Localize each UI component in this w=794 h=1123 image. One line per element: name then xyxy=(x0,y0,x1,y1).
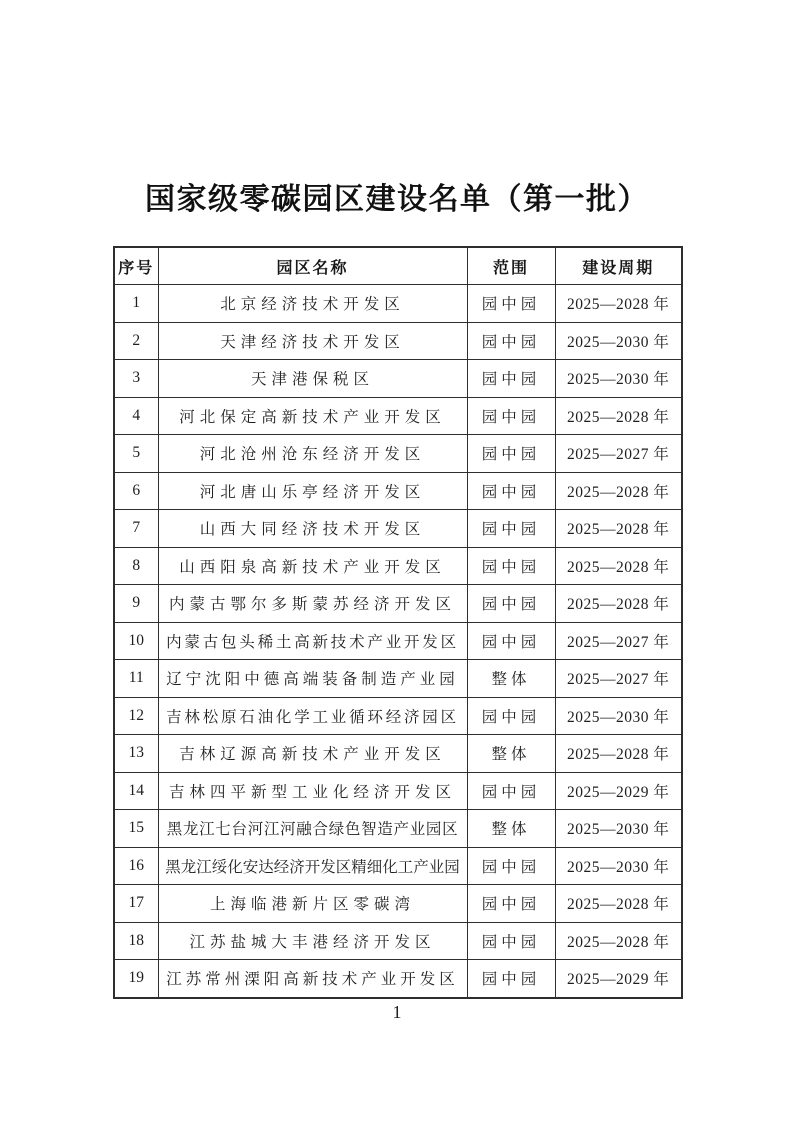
col-header-park-name: 园区名称 xyxy=(158,247,467,285)
scope: 园中园 xyxy=(467,697,555,735)
page-number: 1 xyxy=(392,1002,402,1022)
row-index: 10 xyxy=(114,622,158,660)
scope: 园中园 xyxy=(467,360,555,398)
park-name: 内蒙古包头稀土高新技术产业开发区 xyxy=(158,622,467,660)
park-name: 山西大同经济技术开发区 xyxy=(158,510,467,548)
scope: 园中园 xyxy=(467,585,555,623)
col-header-scope: 范围 xyxy=(467,247,555,285)
row-index: 4 xyxy=(114,397,158,435)
row-index: 7 xyxy=(114,510,158,548)
construction-period: 2025—2030 年 xyxy=(555,360,682,398)
row-index: 5 xyxy=(114,435,158,473)
parks-table xyxy=(113,246,683,999)
construction-period: 2025—2028 年 xyxy=(555,547,682,585)
park-name: 黑龙江绥化安达经济开发区精细化工产业园 xyxy=(158,847,467,885)
construction-period: 2025—2028 年 xyxy=(555,397,682,435)
page-title: 国家级零碳园区建设名单（第一批） xyxy=(145,183,649,216)
construction-period: 2025—2027 年 xyxy=(555,660,682,698)
park-name: 内蒙古鄂尔多斯蒙苏经济开发区 xyxy=(158,585,467,623)
row-index: 8 xyxy=(114,547,158,585)
row-index: 6 xyxy=(114,472,158,510)
park-name: 上海临港新片区零碳湾 xyxy=(158,885,467,923)
table-row xyxy=(114,585,682,623)
construction-period: 2025—2028 年 xyxy=(555,885,682,923)
construction-period: 2025—2028 年 xyxy=(555,735,682,773)
park-name: 吉林松原石油化学工业循环经济园区 xyxy=(158,697,467,735)
table-row xyxy=(114,885,682,923)
park-name: 河北唐山乐亭经济开发区 xyxy=(158,472,467,510)
construction-period: 2025—2029 年 xyxy=(555,960,682,998)
scope: 整体 xyxy=(467,660,555,698)
table-row xyxy=(114,697,682,735)
construction-period: 2025—2030 年 xyxy=(555,847,682,885)
table-row xyxy=(114,960,682,998)
row-index: 11 xyxy=(114,660,158,698)
table-row xyxy=(114,472,682,510)
park-name: 河北沧州沧东经济开发区 xyxy=(158,435,467,473)
construction-period: 2025—2028 年 xyxy=(555,472,682,510)
row-index: 15 xyxy=(114,810,158,848)
construction-period: 2025—2027 年 xyxy=(555,622,682,660)
table-row xyxy=(114,285,682,323)
construction-period: 2025—2028 年 xyxy=(555,285,682,323)
park-name: 江苏盐城大丰港经济开发区 xyxy=(158,922,467,960)
table-row xyxy=(114,360,682,398)
scope: 园中园 xyxy=(467,547,555,585)
park-name: 黑龙江七台河江河融合绿色智造产业园区 xyxy=(158,810,467,848)
scope: 园中园 xyxy=(467,472,555,510)
scope: 园中园 xyxy=(467,960,555,998)
scope: 园中园 xyxy=(467,285,555,323)
table-row xyxy=(114,735,682,773)
row-index: 17 xyxy=(114,885,158,923)
scope: 园中园 xyxy=(467,322,555,360)
table-row xyxy=(114,922,682,960)
construction-period: 2025—2030 年 xyxy=(555,322,682,360)
park-name: 天津经济技术开发区 xyxy=(158,322,467,360)
construction-period: 2025—2027 年 xyxy=(555,435,682,473)
row-index: 16 xyxy=(114,847,158,885)
construction-period: 2025—2028 年 xyxy=(555,922,682,960)
table-row xyxy=(114,772,682,810)
park-name: 山西阳泉高新技术产业开发区 xyxy=(158,547,467,585)
table-row xyxy=(114,660,682,698)
table-row xyxy=(114,547,682,585)
scope: 园中园 xyxy=(467,435,555,473)
table-row xyxy=(114,847,682,885)
scope: 园中园 xyxy=(467,622,555,660)
park-name: 吉林四平新型工业化经济开发区 xyxy=(158,772,467,810)
construction-period: 2025—2030 年 xyxy=(555,810,682,848)
scope: 园中园 xyxy=(467,397,555,435)
row-index: 13 xyxy=(114,735,158,773)
scope: 园中园 xyxy=(467,922,555,960)
scope: 园中园 xyxy=(467,772,555,810)
construction-period: 2025—2029 年 xyxy=(555,772,682,810)
table-row xyxy=(114,322,682,360)
scope: 园中园 xyxy=(467,510,555,548)
table-row xyxy=(114,397,682,435)
table-body xyxy=(114,285,682,998)
scope: 整体 xyxy=(467,735,555,773)
table-row xyxy=(114,622,682,660)
scope: 整体 xyxy=(467,810,555,848)
construction-period: 2025—2030 年 xyxy=(555,697,682,735)
park-name: 辽宁沈阳中德高端装备制造产业园 xyxy=(158,660,467,698)
park-name: 北京经济技术开发区 xyxy=(158,285,467,323)
park-name: 河北保定高新技术产业开发区 xyxy=(158,397,467,435)
row-index: 1 xyxy=(114,285,158,323)
table-row xyxy=(114,510,682,548)
park-name: 吉林辽源高新技术产业开发区 xyxy=(158,735,467,773)
park-name: 天津港保税区 xyxy=(158,360,467,398)
col-header-period: 建设周期 xyxy=(555,247,682,285)
scope: 园中园 xyxy=(467,885,555,923)
park-name: 江苏常州溧阳高新技术产业开发区 xyxy=(158,960,467,998)
construction-period: 2025—2028 年 xyxy=(555,585,682,623)
row-index: 12 xyxy=(114,697,158,735)
row-index: 9 xyxy=(114,585,158,623)
row-index: 3 xyxy=(114,360,158,398)
row-index: 2 xyxy=(114,322,158,360)
table-row xyxy=(114,810,682,848)
construction-period: 2025—2028 年 xyxy=(555,510,682,548)
scope: 园中园 xyxy=(467,847,555,885)
row-index: 19 xyxy=(114,960,158,998)
col-header-index: 序号 xyxy=(114,247,158,285)
table-header-row xyxy=(114,247,682,285)
row-index: 14 xyxy=(114,772,158,810)
row-index: 18 xyxy=(114,922,158,960)
table-row xyxy=(114,435,682,473)
